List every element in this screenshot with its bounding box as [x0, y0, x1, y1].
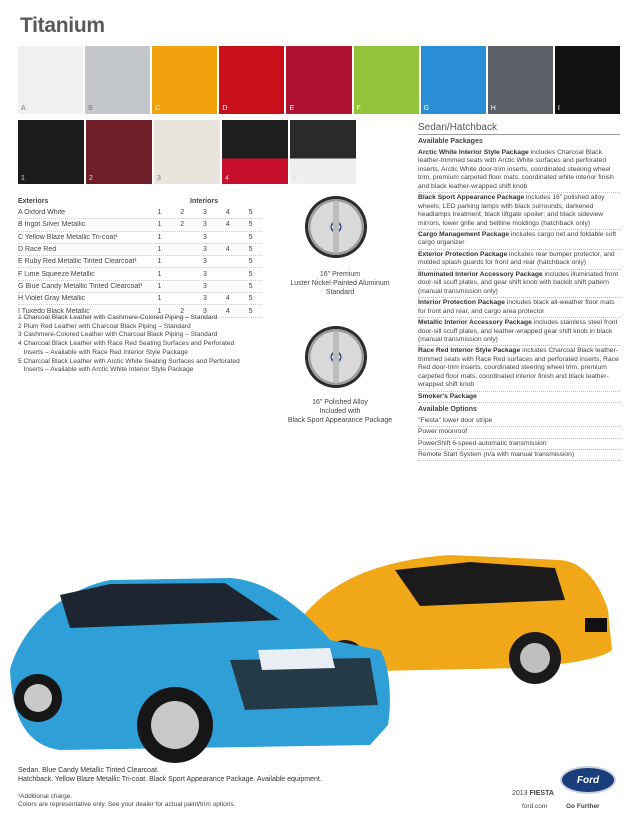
website-link[interactable]: ford.com [522, 803, 548, 810]
package-name: Arctic White Interior Style Package [418, 148, 529, 156]
package-item [418, 318, 620, 346]
package-name: Cargo Management Package [418, 230, 510, 238]
exterior-swatch [219, 46, 284, 114]
footnote-line: ¹Additional charge. [18, 793, 73, 800]
ford-logo: Ford [560, 766, 616, 794]
page-title: Titanium [20, 14, 105, 37]
interior-availability: 1 [157, 258, 162, 266]
interior-swatch [86, 120, 152, 184]
chart-row [18, 256, 262, 268]
exterior-name: F Lime Squeeze Metallic [18, 270, 95, 278]
package-description: includes Charcoal Black leather-trimmed seats with Arctic White surfaces and perforated inserts, Arctic White door-trim inserts, coordinated steering wheel trim, premium carpeted floor mats, coordinated white interior finish and black leather-wrapped shift knob [418, 148, 614, 190]
tagline: Go Further [566, 803, 600, 810]
interior-availability: 5 [248, 307, 253, 315]
caption-line: Hatchback. Yellow Blaze Metallic Tri-coat. Black Sport Appearance Package. Available equipment. [18, 776, 322, 783]
interior-availability: 3 [203, 258, 207, 266]
package-name: Exterior Protection Package [418, 250, 508, 258]
package-name: Black Sport Appearance Package [418, 194, 525, 202]
model-label [512, 790, 554, 797]
note-line: Inserts – Available with Arctic White Interior Style Package [18, 366, 194, 374]
swatch-code: 4 [225, 175, 229, 182]
package-name: Interior Protection Package [418, 299, 505, 307]
wheel-caption-line: 16" Premium [319, 271, 361, 278]
wheel-caption-line: Standard [325, 289, 355, 296]
wheel-caption-line: Luster Nickel-Painted Aluminum [290, 280, 390, 287]
interior-availability: 1 [157, 295, 162, 303]
swatch-code: B [88, 105, 93, 112]
interior-availability: 5 [248, 233, 253, 241]
wheel-caption-standard [280, 270, 400, 297]
interior-availability: 1 [157, 270, 162, 278]
note-line: 4 Charcoal Black Leather with Race Red Seating Surfaces and Perforated [18, 340, 235, 348]
interior-availability: 5 [248, 209, 253, 217]
package-item [418, 270, 620, 298]
swatch-code: D [222, 105, 228, 112]
wheel-caption-line: 16" Polished Alloy [312, 399, 368, 406]
options-heading: Available Options [418, 406, 477, 414]
interior-swatch [18, 120, 84, 184]
note-line: 2 Plum Red Leather with Charcoal Black Piping – Standard [18, 322, 191, 330]
interior-notes [18, 314, 273, 375]
package-name: Illuminated Interior Accessory Package [418, 270, 543, 278]
interior-availability: 5 [248, 258, 253, 266]
exterior-swatch [555, 46, 620, 114]
interior-availability: 5 [248, 295, 253, 303]
interior-availability: 4 [225, 295, 230, 303]
chart-row [18, 232, 262, 244]
option-item: Power moonroof [418, 427, 620, 438]
package-name: Smoker's Package [418, 392, 477, 400]
exterior-swatch [354, 46, 419, 114]
package-item [418, 250, 620, 270]
chart-row [18, 244, 262, 256]
wheel-caption-polished [280, 398, 400, 425]
model-year: 2013 [512, 790, 528, 797]
swatch-code: F [356, 105, 361, 112]
packages-column [418, 124, 620, 461]
interior-availability: 3 [203, 233, 207, 241]
package-item [418, 392, 620, 403]
wheel-caption-line: Included with [319, 408, 361, 415]
chart-row [18, 281, 262, 293]
note-line: Inserts – Available with Race Red Interior Style Package [18, 348, 188, 356]
swatch-code: 5 [293, 175, 297, 182]
swatch-code: C [155, 105, 161, 112]
package-description: includes stainless steel front door-sill scuff plates, and leather-wrapped gear shift knob in black (manual transmission only) [418, 319, 618, 343]
swatch-code: E [289, 105, 295, 112]
interior-availability: 1 [157, 282, 162, 290]
model-name: FIESTA [529, 790, 554, 797]
interiors-label: Interiors [190, 197, 219, 205]
interior-availability: 4 [225, 307, 230, 315]
interior-swatches [18, 120, 356, 184]
chart-header [18, 195, 262, 207]
exteriors-label: Exteriors [18, 197, 49, 205]
wheel-image-polished [305, 326, 367, 388]
note-line: 1 Charcoal Black Leather with Cashmere-Colored Piping – Standard [18, 314, 218, 321]
chart-row [18, 293, 262, 305]
swatch-code: G [423, 105, 430, 112]
interior-availability: 1 [157, 233, 162, 241]
swatch-code: A [21, 105, 26, 112]
wheel-caption-line: Black Sport Appearance Package [287, 417, 393, 424]
caption-line: Sedan. Blue Candy Metallic Tinted Clearcoat. [18, 767, 159, 774]
package-name: Metallic Interior Accessory Package [418, 319, 532, 327]
footnote-line: Colors are representative only. See your dealer for actual paint/trim options. [18, 801, 236, 808]
interior-availability: 2 [180, 221, 185, 229]
interior-availability: 1 [157, 307, 162, 315]
exterior-name: I Tuxedo Black Metallic [18, 307, 90, 315]
exterior-name: C Yellow Blaze Metallic Tri-coat¹ [18, 233, 118, 241]
exterior-name: H Violet Gray Metallic [18, 295, 86, 303]
swatch-code: H [490, 105, 496, 112]
exterior-swatches [18, 46, 620, 114]
option-item: Remote Start System (n/a with manual transmission) [418, 450, 620, 461]
package-item [418, 346, 620, 391]
exterior-name: G Blue Candy Metallic Tinted Clearcoat¹ [18, 282, 143, 290]
exterior-swatch [152, 46, 217, 114]
swatch-code: 2 [89, 175, 93, 182]
chart-row [18, 219, 262, 231]
footnote [18, 793, 235, 809]
exterior-swatch [488, 46, 553, 114]
package-description: includes rear bumper protector, and molded splash guards for front and rear (hatchback only) [418, 250, 615, 267]
interior-availability: 4 [225, 246, 230, 254]
photo-caption [18, 766, 322, 784]
interior-swatch [222, 120, 288, 184]
interior-availability: 3 [203, 246, 207, 254]
note-line: 3 Cashmere-Colored Leather with Charcoal Black Piping – Standard [18, 331, 218, 339]
exterior-name: B Ingot Silver Metallic [18, 221, 86, 229]
car-photo [0, 500, 638, 772]
wheel-image-standard [305, 196, 367, 258]
interior-availability: 3 [203, 295, 207, 303]
swatch-code: 1 [21, 175, 25, 182]
option-item: "Fiesta" lower door stripe [418, 416, 620, 427]
exterior-swatch [421, 46, 486, 114]
exterior-swatch [18, 46, 83, 114]
section-title: Sedan/Hatchback [418, 124, 620, 135]
interior-availability: 1 [157, 209, 162, 217]
package-name: Race Red Interior Style Package [418, 347, 521, 355]
color-trim-chart [18, 195, 262, 318]
interior-availability: 4 [225, 209, 230, 217]
option-item: PowerShift 6-speed automatic transmission [418, 439, 620, 450]
package-description: includes Charcoal Black leather-trimmed seats with Race Red surfaces and perforated inserts, Race Red door-trim inserts, coordinated steering wheel trim, premium carpeted floor mats, coordinated interior finish and black leather-wrapped shift knob [418, 347, 619, 389]
package-item [418, 148, 620, 193]
interior-availability: 2 [180, 307, 185, 315]
package-description: includes cargo net and foldable soft cargo organizer [418, 230, 617, 247]
interior-availability: 3 [203, 209, 207, 217]
package-description: includes black all-weather floor mats for front and rear, and cargo area protector [418, 299, 615, 315]
interior-availability: 5 [248, 246, 253, 254]
interior-availability: 4 [225, 221, 230, 229]
exterior-name: E Ruby Red Metallic Tinted Clearcoat¹ [18, 258, 137, 266]
chart-row [18, 268, 262, 280]
interior-availability: 1 [157, 246, 162, 254]
interior-swatch [290, 120, 356, 184]
package-description: includes illuminated front door-sill scuff plates, and gear shift knob with backlit shift pattern (manual transmission only) [418, 270, 619, 295]
swatch-code: I [557, 105, 560, 112]
swatch-code: 3 [157, 175, 161, 182]
note-line: 5 Charcoal Black Leather with Arctic White Seating Surfaces and Perforated [18, 357, 240, 365]
chart-row [18, 207, 262, 219]
exterior-swatch [85, 46, 150, 114]
interior-availability: 2 [180, 209, 185, 217]
interior-availability: 3 [203, 221, 207, 229]
package-description: includes 16" polished alloy wheels; LED parking lamps with black surrounds; darkened headlamps treatment; black liftgate spoiler; and black sideview mirrors, lower grille and beltline moldings (hatchback only) [418, 194, 605, 227]
exterior-name: D Race Red [18, 246, 57, 254]
interior-availability: 3 [203, 307, 207, 315]
interior-swatch [154, 120, 220, 184]
package-item [418, 298, 620, 318]
packages-heading: Available Packages [418, 138, 483, 146]
interior-availability: 5 [248, 282, 253, 290]
package-item [418, 193, 620, 230]
interior-availability: 5 [248, 221, 253, 229]
interior-availability: 5 [248, 270, 253, 278]
interior-availability: 1 [157, 221, 162, 229]
package-item [418, 230, 620, 250]
interior-availability: 3 [203, 270, 207, 278]
interior-availability: 3 [203, 282, 207, 290]
exterior-swatch [286, 46, 351, 114]
exterior-name: A Oxford White [18, 209, 66, 217]
